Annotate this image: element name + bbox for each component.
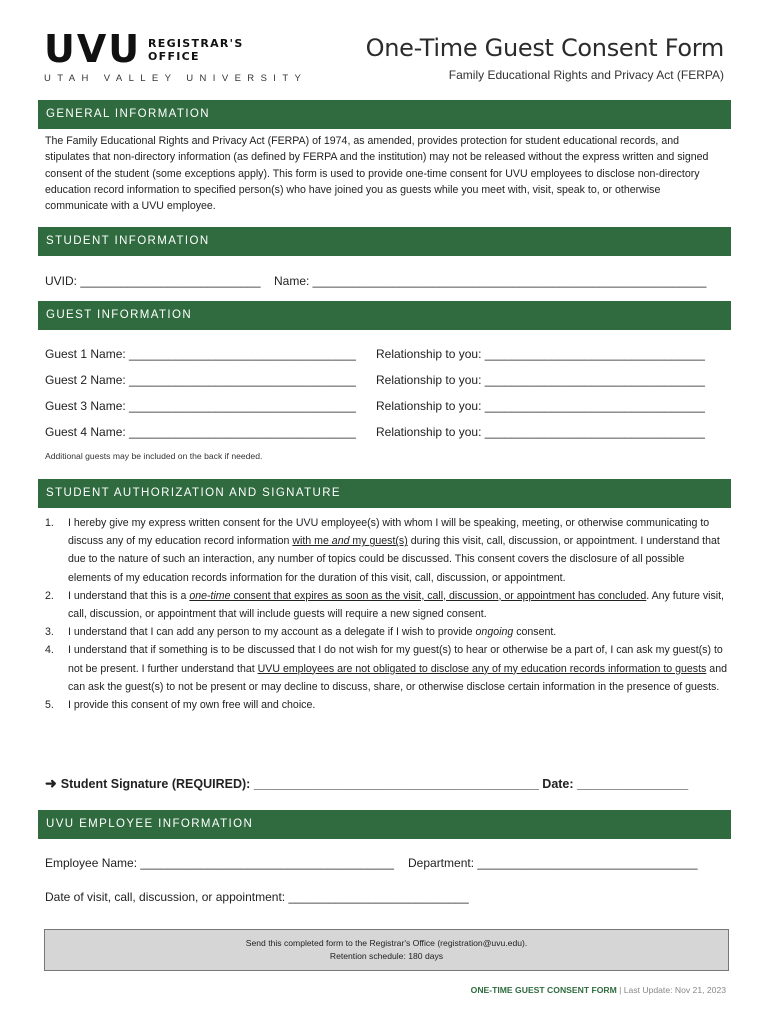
authorization-item-1: 1. I hereby give my express written consent for the UVU employee(s) with whom I will be speaking, meeting, or otherwise communicating to discuss any of my education record information with me and my guest(s) during this visit, call, discussion, or appointment. I understand that due to the nature of such an interaction, any number of topics could be discussed. This consent covers the disclosure of all possible elements of my education records information for the duration of this visit, call, discussion, or appointment. <box>45 517 720 584</box>
page-footer <box>471 985 726 995</box>
logo-university-text: UTAH VALLEY UNIVERSITY <box>44 73 308 84</box>
authorization-list <box>45 514 727 714</box>
retention-schedule: Retention schedule: 180 days <box>329 951 444 961</box>
student-signature-field[interactable]: ➜ Student Signature (REQUIRED): _________________________________________ Date: ________________ <box>45 775 689 791</box>
footer-form-name: ONE-TIME GUEST CONSENT FORM <box>470 985 617 995</box>
student-info-heading: STUDENT INFORMATION <box>38 227 731 256</box>
guest-1-relationship-field[interactable]: Relationship to you: _________________________________ <box>376 347 705 361</box>
guest-4-name-field[interactable]: Guest 4 Name: __________________________________ <box>45 425 356 439</box>
authorization-item-4: 4. I understand that if something is to be discussed that I do not wish for my guest(s) to hear or otherwise be a part of, I can ask my guest(s) to not be present. I further understand that UVU employees are not obligated to disclose any of my education records information to guests and can ask the guest(s) to not be present or may decline to discuss, share, or otherwise disclose certain information in the presence of guests. <box>45 644 727 693</box>
employee-name-field[interactable]: Employee Name: ______________________________________ <box>45 856 394 870</box>
employee-info-heading: UVU EMPLOYEE INFORMATION <box>38 810 731 839</box>
authorization-item-3: 3. I understand that I can add any person to my account as a delegate if I wish to provide ongoing consent. <box>45 626 557 639</box>
guest-4-relationship-field[interactable]: Relationship to you: _________________________________ <box>376 425 705 439</box>
form-title: One-Time Guest Consent Form <box>365 34 724 62</box>
uvu-logo <box>44 27 308 88</box>
additional-guests-note: Additional guests may be included on the back if needed. <box>45 451 263 461</box>
guest-3-name-field[interactable]: Guest 3 Name: __________________________________ <box>45 399 356 413</box>
submission-notice <box>44 929 729 971</box>
form-subtitle: Family Educational Rights and Privacy Act (FERPA) <box>448 68 724 82</box>
guest-2-name-field[interactable]: Guest 2 Name: __________________________________ <box>45 373 356 387</box>
arrow-right-icon: ➜ <box>45 775 57 791</box>
authorization-heading: STUDENT AUTHORIZATION AND SIGNATURE <box>38 479 731 508</box>
logo-office-text: REGISTRAR'S OFFICE <box>148 37 244 63</box>
guest-1-name-field[interactable]: Guest 1 Name: __________________________________ <box>45 347 356 361</box>
guest-2-relationship-field[interactable]: Relationship to you: _________________________________ <box>376 373 705 387</box>
general-info-heading: GENERAL INFORMATION <box>38 100 731 129</box>
guest-info-heading: GUEST INFORMATION <box>38 301 731 330</box>
footer-last-update: | Last Update: Nov 21, 2023 <box>616 985 726 995</box>
general-info-text: The Family Educational Rights and Privacy Act (FERPA) of 1974, as amended, provides protection for student educational records, and stipulates that non-directory information (as defined by FERPA and the institution) may not be released without the express written and signed consent of the student (some exceptions apply). This form is used to provide one-time consent for UVU employees to disclose non-directory education record information to specified person(s) who have joined you as guests while you meet with, visit, speak to, or otherwise communicate with a UVU employee. <box>45 135 709 213</box>
uvid-field[interactable]: UVID: ___________________________ <box>45 274 261 288</box>
department-field[interactable]: Department: _________________________________ <box>408 856 698 870</box>
student-name-field[interactable]: Name: ___________________________________________________________ <box>274 274 707 288</box>
logo-mark: UVU <box>44 27 142 71</box>
visit-date-field[interactable]: Date of visit, call, discussion, or appointment: ___________________________ <box>45 890 469 904</box>
guest-3-relationship-field[interactable]: Relationship to you: _________________________________ <box>376 399 705 413</box>
authorization-item-5: 5. I provide this consent of my own free will and choice. <box>45 699 316 712</box>
submission-instruction: Send this completed form to the Registrar's Office (registration@uvu.edu). <box>245 938 528 948</box>
authorization-item-2: 2. I understand that this is a one-time consent that expires as soon as the visit, call, discussion, or appointment has concluded. Any future visit, call, discussion, or appointment that will include guests will require a new signed consent. <box>45 589 725 621</box>
